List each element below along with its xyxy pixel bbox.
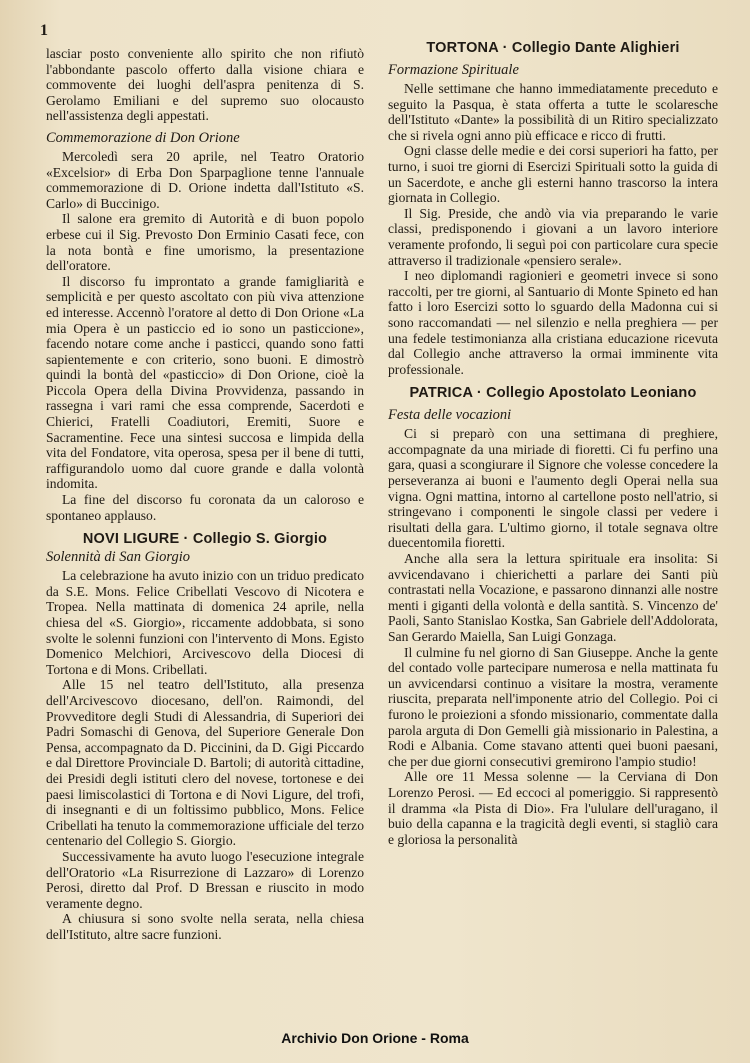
novi-ligure-paragraph: Alle 15 nel teatro dell'Istituto, alla presenza dell'Arcivescovo diocesano, dell'on. Raimondi, del Provveditore degli Studi di Alessandria, di Superiori dei Padri Somaschi di Genova, del Superiore Generale Don Pensa, accompagnato da D. Piccinini, da D. Gigi Piccardo e dal Direttore Provinciale D. Bartoli; di autorità cittadine, dei Presidi degli istituti clero del novese, tortonese e dei paesi limiscolastici di Tortona e di Novi Ligure, del trofi, di insegnanti e di un foltissimo pubblico, Mons. Felice Cribellati ha tenuto la commemorazione ufficiale del terzo centenario del Collegio S. Giorgio. [46, 677, 364, 849]
commemorazione-paragraph: La fine del discorso fu coronata da un caloroso e spontaneo applauso. [46, 492, 364, 523]
intro-paragraph: lasciar posto conveniente allo spirito che non rifiutò l'abbondante pascolo offerto dalla visione chiara e commovente dei luoghi dell'aspra penitenza di S. Gerolamo Emiliani e del supremo suo olocausto nell'assistenza degli appestati. [46, 46, 364, 124]
novi-ligure-paragraph: Successivamente ha avuto luogo l'esecuzione integrale dell'Oratorio «La Risurrezione di Lazzaro» di Lorenzo Perosi, diretto dal Prof. D Bressan e riuscito in modo veramente degno. [46, 848, 364, 911]
archive-footer: Archivio Don Orione - Roma [281, 1030, 469, 1046]
novi-ligure-paragraph: La celebrazione ha avuto inizio con un triduo predicato da S.E. Mons. Felice Cribellati Vescovo di Nicotera e Tropea. Nella mattinata di domenica 24 aprile, nella chiesa del «S. Giorgio», riccamente addobbata, si sono svolte le solenni funzioni con l'intervento di Mons. Egisto Domenico Melchiori, Arcivescovo della Diocesi di Tortona e di Mons. Cribellati. [46, 568, 364, 677]
tortona-paragraph: I neo diplomandi ragionieri e geometri invece si sono raccolti, per tre giorni, al Santuario di Monte Spineto ed han fatto i loro Esercizi sotto lo sguardo della Madonna cui si sono raccomandati — nel silenzio e nella preghiera — per una fedele testimonianza alla cristiana educazione ricevuta dal Collegio anche attraverso la ormai imminente vita professionale. [388, 268, 718, 377]
page-number: 1 [40, 22, 48, 39]
tortona-paragraph: Ogni classe delle medie e dei corsi superiori ha fatto, per turno, i suoi tre giorni di Esercizi Spirituali sotto la guida di un Sacerdote, e anche gli esterni hanno trascorso la intera giornata in Collegio. [388, 143, 718, 206]
patrica-paragraph: Alle ore 11 Messa solenne — la Cerviana di Don Lorenzo Perosi. — Ed eccoci al pomeriggio. Si rappresentò il dramma «la Pista di Dio». Fra l'ululare dell'uragano, il buio della capanna e la tragicità degli eventi, si stagliò cara e gloriosa la personalità [388, 769, 718, 847]
novi-ligure-paragraph: A chiusura si sono svolte nella serata, nella chiesa dell'Istituto, altre sacre funzioni. [46, 911, 364, 942]
tortona-paragraph: Nelle settimane che hanno immediatamente preceduto e seguito la Pasqua, è stata offerta a tutte le scolaresche dell'Istituto «Dante» la possibilità di un Ritiro specializzato che si rivela ogni anno più efficace e ricco di frutti. [388, 81, 718, 143]
right-column [388, 40, 718, 847]
tortona-heading: TORTONA · Collegio Dante Alighieri [426, 40, 680, 56]
commemorazione-title: Commemorazione di Don Orione [46, 129, 240, 146]
tortona-subtitle: Formazione Spirituale [388, 62, 519, 78]
left-column [46, 46, 364, 942]
commemorazione-paragraph: Il discorso fu improntato a grande famigliarità e semplicità e per questo ascoltato con più viva attenzione ed interesse. Accennò l'oratore al detto di Don Orione «La mia Opera è un pasticcio ed io sono un pasticcione», facendo notare come anche i pasticci, quando sono fatti sapientemente e con criterio, sono buoni. E dimostrò quindi la bontà del «pasticcio» di Don Orione, cioè la Piccola Opera della Divina Provvidenza, passando in rassegna i vari rami che essa comprende, Sacerdoti e Chierici, Fratelli Coadiutori, Eremiti, Suore e Sacramentine. Fece una sintesi succosa e limpida della vita del Fondatore, vita operosa, spesa per il bene di tutti, raffigurandolo uomo dal cuore grande e dalla volontà indomita. [46, 273, 364, 492]
patrica-paragraph: Ci si preparò con una settimana di preghiere, accompagnate da una miriade di fioretti. Ci fu perfino una gara, quasi a scongiurare il Signore che volesse concedere la perseveranza ai buoni e l'aumento degli Operai nella sua vigna. Ogni mattina, intorno al cartellone posto nell'atrio, si stringevano i componenti le singole classi per vedere i risultati della gara. L'ultimo giorno, il totale segnava oltre duecentomila fioretti. [388, 426, 718, 551]
commemorazione-paragraph: Mercoledì sera 20 aprile, nel Teatro Oratorio «Excelsior» di Erba Don Sparpaglione tenne l'annuale commemorazione di D. Orione indetta dall'Istituto «S. Carlo» di Buccinigo. [46, 148, 364, 211]
patrica-paragraph: Il culmine fu nel giorno di San Giuseppe. Anche la gente del contado volle partecipare numerosa e nella mattinata fu un avvicendarsi continuo a visitare la mostra, veramente riuscita, preparata nell'imponente atrio del Collegio. Poi ci furono le proiezioni a sfondo missionario, commentate dalla parola arguta di Don Gemelli già missionario in Palestina, a Rodi e Albania. Come stavano attenti quei buoni paesani, che per due giorni consecutivi gremirono l'ampio studio! [388, 644, 718, 769]
novi-ligure-heading: NOVI LIGURE · Collegio S. Giorgio [82, 531, 328, 548]
tortona-paragraph: Il Sig. Preside, che andò via via preparando le varie classi, predisponendo i giovani a un lavoro interiore veramente profondo, li seguì poi con particolare cura specie attraverso il tradizionale «pensiero serale». [388, 205, 718, 268]
commemorazione-paragraph: Il salone era gremito di Autorità e di buon popolo erbese cui il Sig. Prevosto Don Erminio Casati fece, con la nota bontà e fine umorismo, la presentazione dell'oratore. [46, 211, 364, 274]
patrica-heading: PATRICA · Collegio Apostolato Leoniano [409, 385, 697, 402]
patrica-paragraph: Anche alla sera la lettura spirituale era insolita: Si avvicendavano i chierichetti a parlare dei Santi più contrastati nella Vocazione, e passarono dinnanzi alle nostre menti i giganti della volontà e della santità. S. Vincenzo de' Paoli, Santo Stanislao Kostka, San Gabriele dell'Addolorata, San Gerardo Maiella, San Luigi Gonzaga. [388, 551, 718, 644]
novi-ligure-subtitle: Solennità di San Giorgio [46, 549, 191, 566]
patrica-subtitle: Festa delle vocazioni [388, 407, 512, 424]
